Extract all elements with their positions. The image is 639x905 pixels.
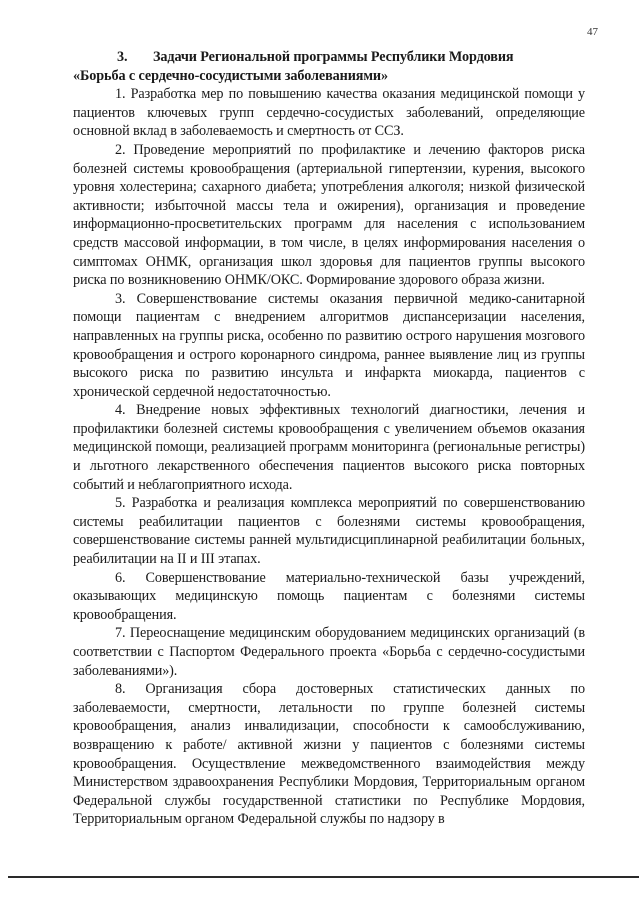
section-title-line1: Задачи Региональной программы Республики Мордовия: [153, 49, 514, 65]
paragraph-3: 3. Совершенствование системы оказания первичной медико-санитарной помощи пациентам с внедрением алгоритмов диспансеризации населения, направленных на группы риска, особенно по развитию острого нарушения мозгового кровообращения и острого коронарного синдрома, раннее выявление лиц из группы высокого риска по развитию инсульта и инфаркта миокарда, пациентов с хронической сердечной недостаточностью.: [73, 290, 585, 400]
document-body: [73, 48, 585, 829]
page-bottom-rule: [8, 876, 639, 878]
paragraph-1: 1. Разработка мер по повышению качества оказания медицинской помощи у пациентов ключевых групп сердечно-сосудистых заболеваний, определяющие основной вклад в заболеваемость и смертность от ССЗ.: [73, 86, 585, 140]
paragraph-5: 5. Разработка и реализация комплекса мероприятий по совершенствованию системы реабилитации пациентов с болезнями системы кровообращения, совершенствование системы ранней мультидисциплинарной реабилитации больных, реабилитации на II и III этапах.: [73, 495, 585, 568]
section-number: 3.: [117, 49, 128, 65]
paragraph-8: 8. Организация сбора достоверных статистических данных по заболеваемости, смертности, летальности по группе болезней системы кровообращения, анализ инвалидизации, способности к самообслуживанию, возвращению к работе/ активной жизни у пациентов с болезнями системы кровообращения. Осуществление межведомственного взаимодействия между Министерством здравоохранения Республики Мордовия, Территориальным органом Федеральной службы государственной статистики по Республике Мордовия, Территориальным органом Федеральной службы по надзору в: [73, 681, 585, 828]
section-title-line2: «Борьба с сердечно-сосудистыми заболеваниями»: [73, 67, 388, 84]
paragraph-4: 4. Внедрение новых эффективных технологий диагностики, лечения и профилактики болезней системы кровообращения с увеличением объемов оказания медицинской помощи, реализацией программ мониторинга (региональные регистры) и льготного лекарственного обеспечения пациентов высокого риска повторных событий и неблагоприятного исхода.: [73, 402, 585, 493]
paragraph-2: 2. Проведение мероприятий по профилактике и лечению факторов риска болезней системы кровообращения (артериальной гипертензии, курения, высокого уровня холестерина; сахарного диабета; употребления алкоголя; низкой физической активности; избыточной массы тела и ожирения), организация и проведение информационно-просветительских программ для населения с использованием средств массовой информации, в том числе, в целях информирования населения о симптомах ОНМК, организация школ здоровья для пациентов группы высокого риска по возникновению ОНМК/ОКС. Формирование здорового образа жизни.: [73, 141, 585, 289]
paragraph-6: 6. Совершенствование материально-технической базы учреждений, оказывающих медицинскую помощь пациентам с болезнями системы кровообращения.: [73, 569, 585, 623]
section-heading: [73, 48, 585, 85]
paragraph-7: 7. Переоснащение медицинским оборудованием медицинских организаций (в соответствии с Паспортом Федерального проекта «Борьба с сердечно-сосудистыми заболеваниями»).: [73, 625, 585, 679]
page-number: 47: [587, 26, 598, 38]
